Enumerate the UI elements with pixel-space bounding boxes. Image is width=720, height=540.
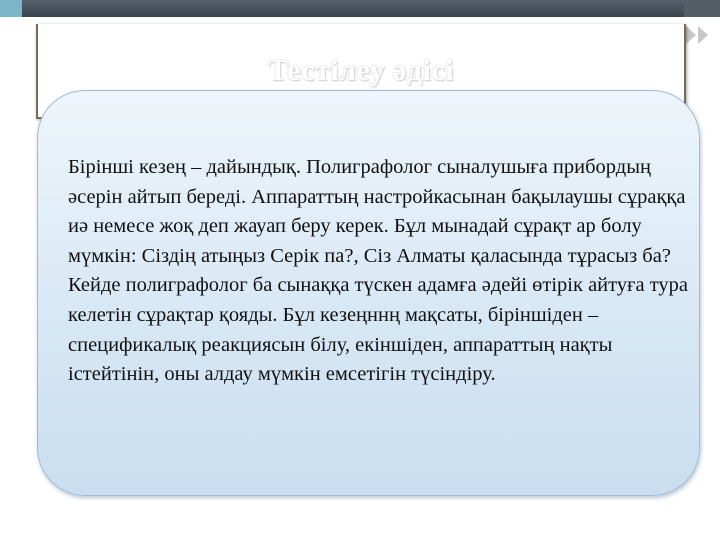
content-panel: [37, 90, 700, 496]
header-accent: [0, 0, 22, 17]
slide-body-text: Бірінші кезең – дайындық. Полиграфолог сыналушыға прибордың әсерін айтып береді. Аппараттың настройкасынан бақылаушы сұраққа иә немесе жоқ деп жауап беру керек. Бұл мынадай сұрақт ар болу мүмкін: Сіздің атыңыз Серік па?, Сіз Алматы қаласында тұрасыз ба? Кейде полиграфолог ба сынаққа түскен адамға әдейі өтірік айтуға тура келетін сұрақтар қояды. Бұл кезеңннң мақсаты, біріншіден – спецификалық реакциясын білу, екіншіден, аппараттың нақты істейтінін, оны алдау мүмкін емсетігін түсіндіру.: [68, 156, 689, 386]
double-chevron-icon: [682, 22, 716, 48]
left-strip: [0, 17, 22, 540]
slide-title: Тестілеу әдісі: [267, 54, 455, 87]
header-bar: [0, 0, 720, 17]
header-cap: [684, 0, 720, 17]
